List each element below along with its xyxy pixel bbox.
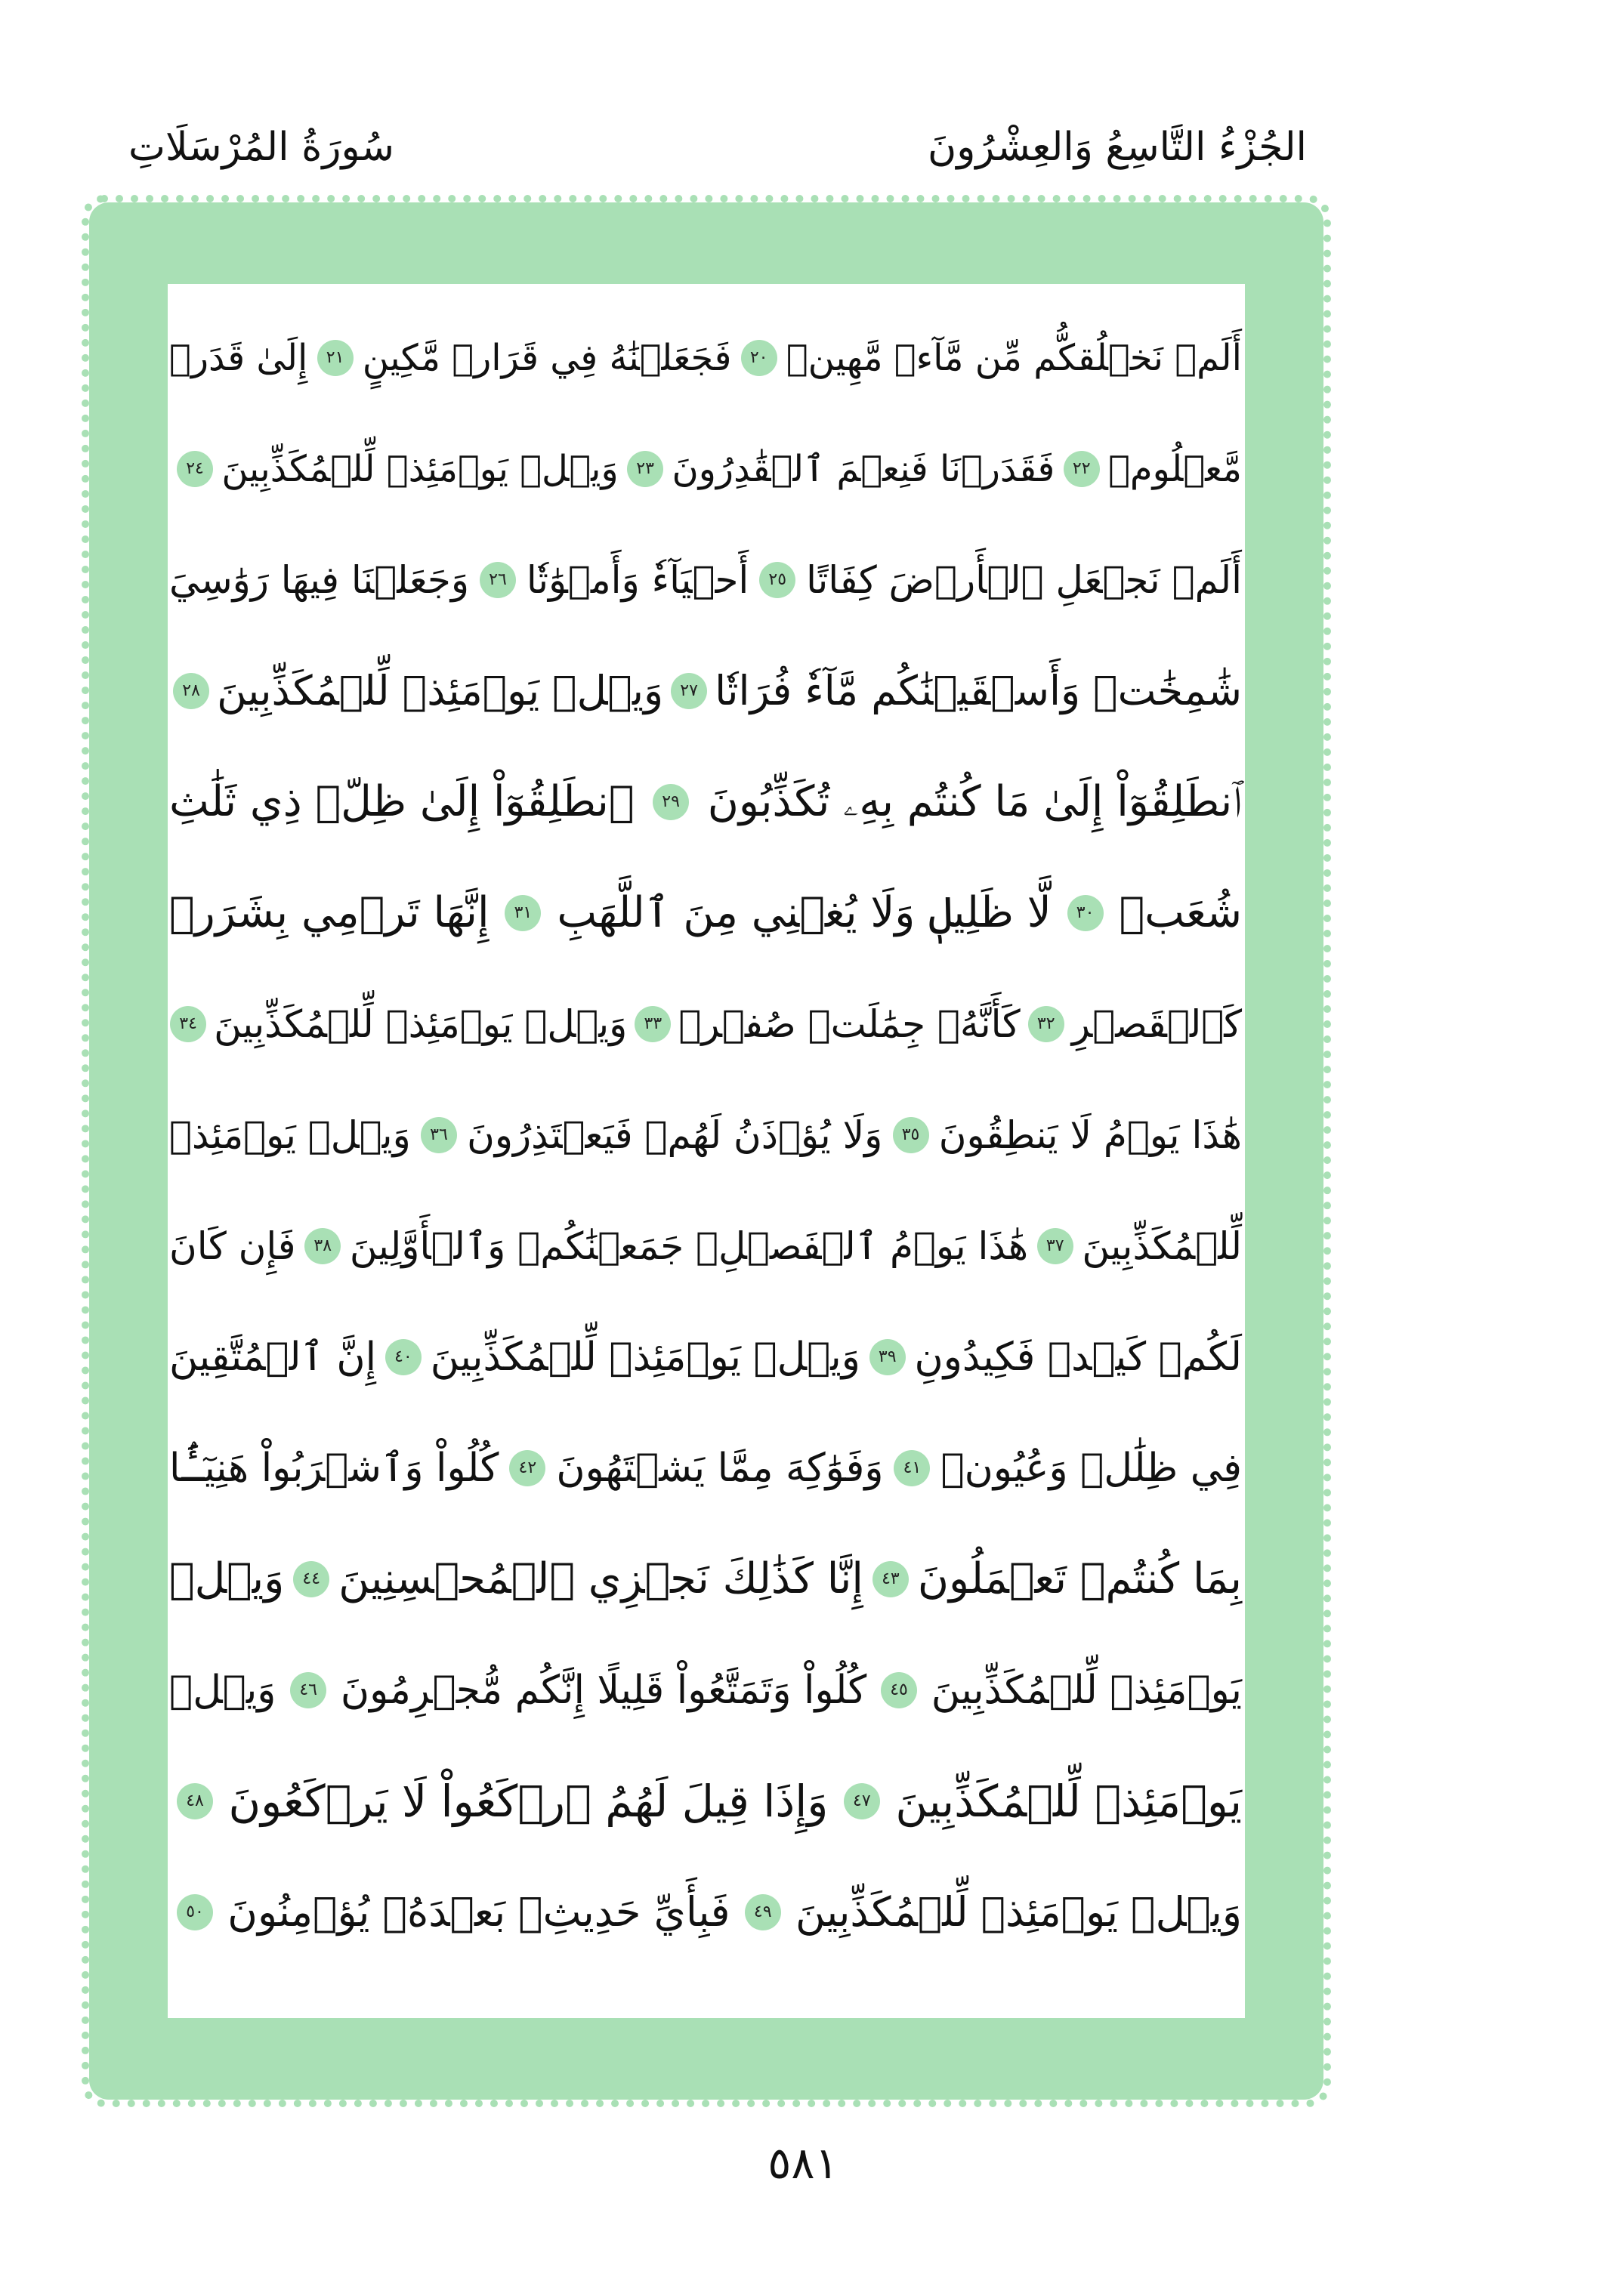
- ayah-text: إِنَّهَا تَرۡمِي بِشَرَرٖ: [169, 888, 490, 937]
- ayah-number-marker: ٤٧: [844, 1783, 880, 1819]
- ayah-number-marker: ٤٥: [881, 1672, 917, 1708]
- ayah-text: إِنَّا كَذَٰلِكَ نَجۡزِي ٱلۡمُحۡسِنِينَ: [338, 1554, 863, 1603]
- ayah-text: فَإِن كَانَ: [169, 1224, 296, 1268]
- text-line: [169, 302, 1242, 413]
- ayah-text: وَيۡلٞ يَوۡمَئِذٖ لِّلۡمُكَذِّبِينَ: [430, 1334, 860, 1380]
- ayah-number-marker: ٤٤: [293, 1561, 329, 1597]
- ayah-text: أَحۡيَآءٗ وَأَمۡوَٰتٗا: [526, 557, 749, 602]
- ayah-text: أَلَمۡ نَجۡعَلِ ٱلۡأَرۡضَ كِفَاتًا: [806, 557, 1242, 602]
- ayah-number-marker: ٤١: [894, 1450, 930, 1486]
- page-header: [128, 113, 1307, 181]
- ayah-text: وَلَا يُؤۡذَنُ لَهُمۡ فَيَعۡتَذِرُونَ: [467, 1113, 883, 1157]
- ayah-text: لَكُمۡ كَيۡدٞ فَكِيدُونِ: [914, 1334, 1242, 1380]
- ayah-number-marker: ٢٩: [653, 784, 689, 820]
- ayah-number-marker: ٢٨: [173, 673, 209, 709]
- ayah-text: أَلَمۡ نَخۡلُقكُّم مِّن مَّآءٖ مَّهِينٖ: [786, 336, 1242, 379]
- surah-title: سُورَةُ المُرْسَلَاتِ: [128, 125, 394, 170]
- ayah-number-marker: ٣٥: [893, 1117, 929, 1153]
- ayah-text: وَيۡلٞ يَوۡمَئِذٖ لِّلۡمُكَذِّبِينَ: [217, 667, 664, 714]
- ayah-text: كَأَنَّهُۥ جِمَٰلَتٞ صُفۡرٞ: [678, 1001, 1021, 1046]
- text-line: [169, 1523, 1242, 1634]
- text-line: [169, 524, 1242, 635]
- ayah-text: يَوۡمَئِذٖ لِّلۡمُكَذِّبِينَ: [895, 1775, 1242, 1827]
- ayah-text: فَجَعَلۡنَٰهُ فِي قَرَارٖ مَّكِينٍ: [362, 336, 732, 379]
- text-line: [169, 413, 1242, 524]
- ayah-number-marker: ٢٢: [1064, 451, 1100, 487]
- text-line: [169, 968, 1242, 1079]
- ayah-number-marker: ٤٣: [872, 1561, 909, 1597]
- ayah-number-marker: ٤٢: [509, 1450, 545, 1486]
- ayah-number-marker: ٢١: [317, 340, 354, 376]
- text-line: [169, 857, 1242, 968]
- ayah-text: وَإِذَا قِيلَ لَهُمُ ٱرۡكَعُواْ لَا يَرۡكَعُونَ: [228, 1775, 829, 1827]
- ayah-number-marker: ٢٧: [671, 673, 707, 709]
- text-line: [169, 1079, 1242, 1190]
- ayah-number-marker: ٤٠: [385, 1339, 422, 1375]
- ayah-number-marker: ٢٥: [759, 562, 795, 598]
- text-line: [169, 1190, 1242, 1301]
- ayah-text: وَيۡلٞ يَوۡمَئِذٖ: [169, 1113, 411, 1157]
- ayah-number-marker: ٢٣: [627, 451, 663, 487]
- ayah-text: فِي ظِلَٰلٖ وَعُيُونٖ: [940, 1445, 1242, 1491]
- ayah-number-marker: ٣٦: [421, 1117, 457, 1153]
- ayah-text: إِنَّ ٱلۡمُتَّقِينَ: [169, 1334, 377, 1380]
- ayah-text: كُلُواْ وَٱشۡرَبُواْ هَنِيٓـَٔۢا: [169, 1445, 499, 1491]
- text-line: [169, 746, 1242, 857]
- text-line: [169, 1634, 1242, 1745]
- ayah-text: إِلَىٰ قَدَرٖ: [169, 336, 308, 379]
- ayah-text: فَقَدَرۡنَا فَنِعۡمَ ٱلۡقَٰدِرُونَ: [672, 447, 1055, 490]
- ayah-text: وَيۡلٞ يَوۡمَئِذٖ لِّلۡمُكَذِّبِينَ: [214, 1001, 628, 1046]
- ayah-text: لِّلۡمُكَذِّبِينَ: [1082, 1224, 1242, 1268]
- ayah-number-marker: ٤٦: [290, 1672, 326, 1708]
- page-number: ٥٨١: [767, 2137, 839, 2189]
- ayah-number-marker: ٤٨: [177, 1783, 213, 1819]
- ayah-text: كُلُواْ وَتَمَتَّعُواْ قَلِيلًا إِنَّكُم مُّجۡرِمُونَ: [340, 1667, 867, 1713]
- ayah-text: شَٰمِخَٰتٖ وَأَسۡقَيۡنَٰكُم مَّآءٗ فُرَاتٗا: [715, 667, 1242, 714]
- ayah-number-marker: ٣٢: [1028, 1006, 1064, 1042]
- ayah-text: فَبِأَيِّ حَدِيثِۭ بَعۡدَهُۥ يُؤۡمِنُونَ: [227, 1888, 730, 1936]
- ayah-text: وَيۡلٞ يَوۡمَئِذٖ لِّلۡمُكَذِّبِينَ: [221, 447, 619, 490]
- quran-text-block: [169, 302, 1242, 1986]
- ayah-text: هَٰذَا يَوۡمُ ٱلۡفَصۡلِۖ جَمَعۡنَٰكُمۡ وَٱلۡأَوَّلِينَ: [349, 1224, 1029, 1268]
- ayah-text: بِمَا كُنتُمۡ تَعۡمَلُونَ: [917, 1554, 1242, 1603]
- ayah-text: وَيۡلٞ: [169, 1554, 285, 1603]
- text-line: [169, 1856, 1242, 1967]
- text-line: [169, 1301, 1242, 1412]
- ayah-number-marker: ٣٨: [304, 1228, 341, 1264]
- ayah-text: شُعَبٖ: [1119, 888, 1242, 937]
- text-line: [169, 1745, 1242, 1856]
- ayah-number-marker: ٢٠: [741, 340, 777, 376]
- ayah-text: ٱنطَلِقُوٓاْ إِلَىٰ مَا كُنتُم بِهِۦ تُكَذِّبُونَ: [707, 776, 1242, 826]
- ayah-number-marker: ٣٧: [1037, 1228, 1073, 1264]
- ayah-text: وَيۡلٞ: [169, 1667, 276, 1713]
- ayah-text: مَّعۡلُومٖ: [1108, 447, 1242, 490]
- juz-title: الجُزْءُ التَّاسِعُ وَالعِشْرُونَ: [928, 125, 1307, 170]
- ayah-text: وَيۡلٞ يَوۡمَئِذٖ لِّلۡمُكَذِّبِينَ: [795, 1888, 1242, 1936]
- ayah-text: لَّا ظَلِيلٖ وَلَا يُغۡنِي مِنَ ٱللَّهَبِ: [557, 888, 1052, 937]
- ayah-text: يَوۡمَئِذٖ لِّلۡمُكَذِّبِينَ: [931, 1667, 1242, 1713]
- text-line: [169, 635, 1242, 746]
- ayah-number-marker: ٣٠: [1067, 895, 1104, 931]
- ayah-number-marker: ٣١: [505, 895, 541, 931]
- text-line: [169, 1412, 1242, 1523]
- ayah-number-marker: ٣٤: [170, 1006, 206, 1042]
- ayah-text: ٱنطَلِقُوٓاْ إِلَىٰ ظِلّٖ ذِي ثَلَٰثِ: [169, 777, 635, 826]
- ayah-number-marker: ٢٦: [480, 562, 516, 598]
- ayah-number-marker: ٣٣: [635, 1006, 671, 1042]
- ayah-number-marker: ٤٩: [745, 1894, 781, 1930]
- ayah-text: هَٰذَا يَوۡمُ لَا يَنطِقُونَ: [938, 1113, 1242, 1157]
- ayah-text: كَٱلۡقَصۡرِ: [1071, 1001, 1242, 1046]
- ayah-number-marker: ٣٩: [869, 1339, 906, 1375]
- ayah-number-marker: ٢٤: [177, 451, 213, 487]
- ayah-text: وَفَوَٰكِهَ مِمَّا يَشۡتَهُونَ: [556, 1445, 884, 1491]
- ayah-text: وَجَعَلۡنَا فِيهَا رَوَٰسِيَ: [169, 557, 469, 602]
- ayah-number-marker: ٥٠: [177, 1894, 213, 1930]
